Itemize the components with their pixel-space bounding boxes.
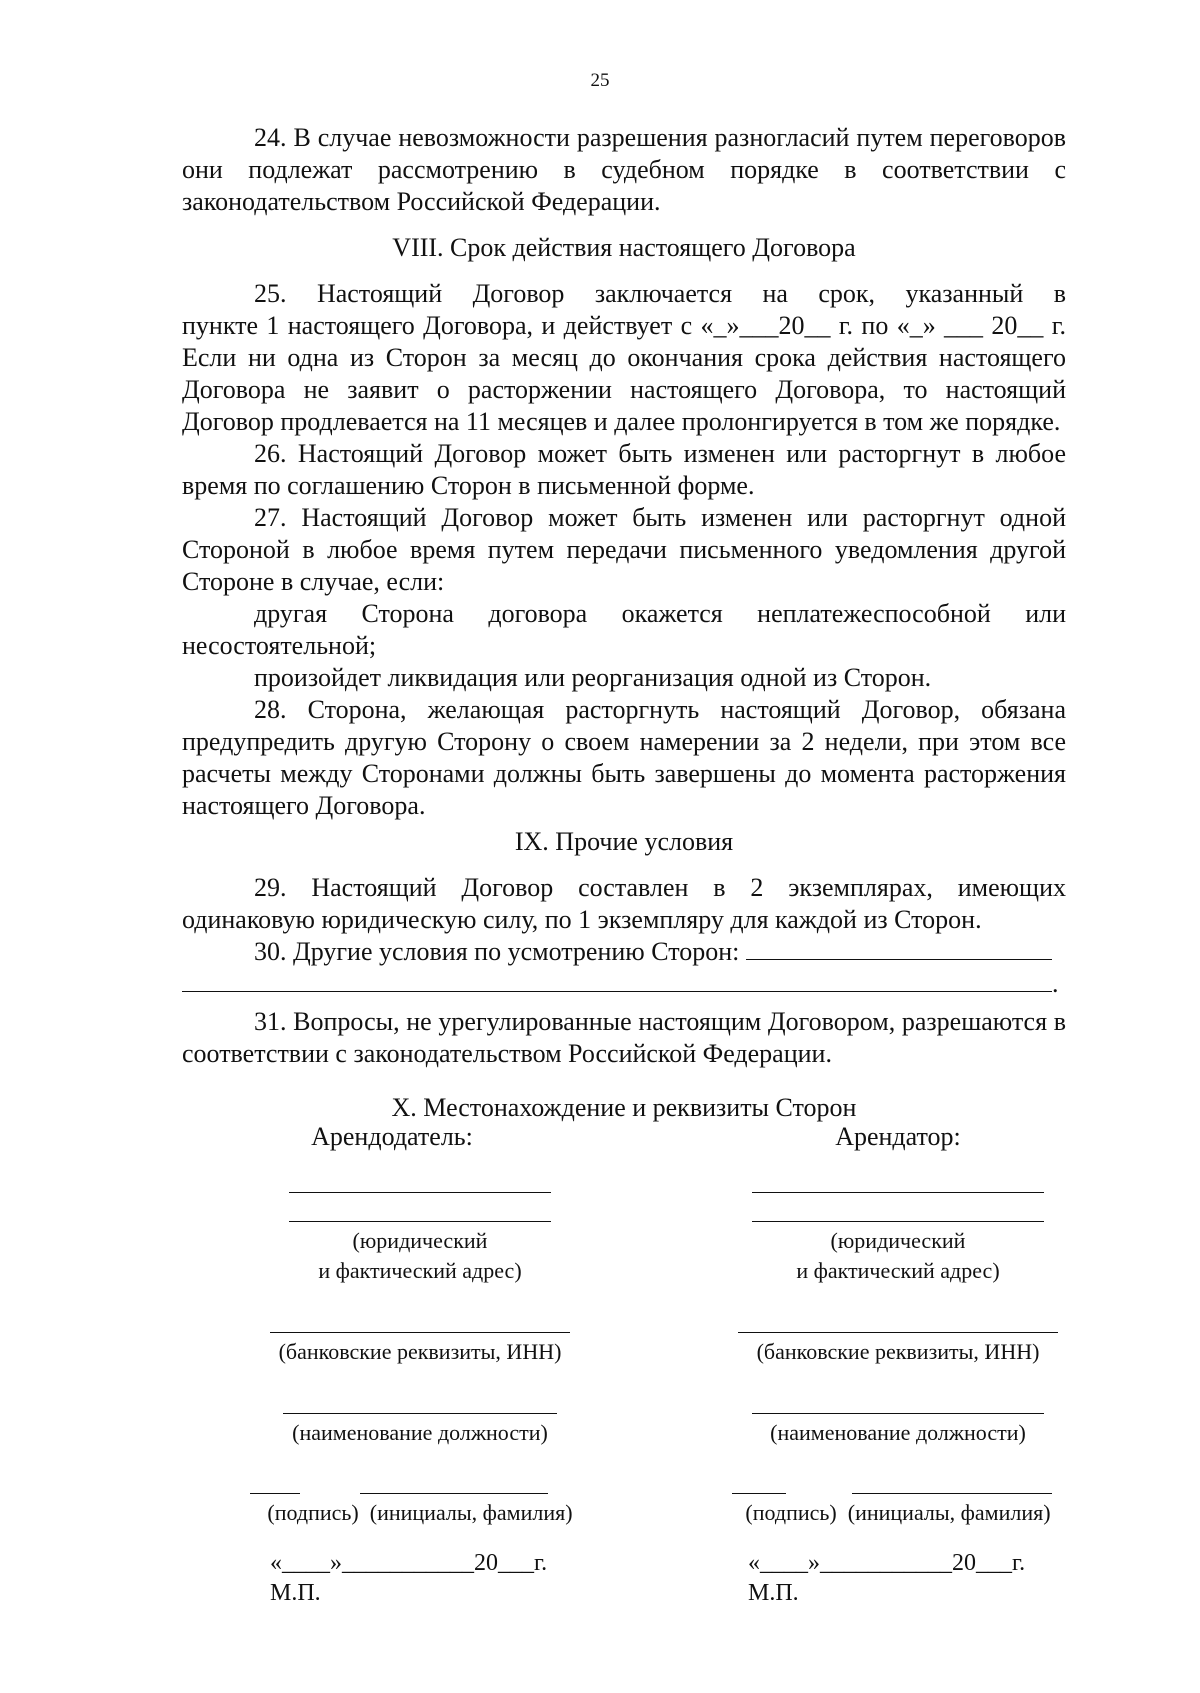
clause-30-period: . bbox=[1052, 969, 1059, 998]
clause-28: 28. Сторона, желающая расторгнуть настоящий Договор, обязана предупредить другую Сторону о своем намерении за 2 недели, при этом все расчеты между Сторонами должны быть завершены до момента расторжения настоящего Договора. bbox=[182, 695, 1066, 820]
tenant-address-line-1[interactable] bbox=[752, 1164, 1044, 1193]
clause-30 bbox=[182, 936, 1066, 968]
clause-27-item-1: другая Сторона договора окажется неплатежеспособной или несостоятельной; bbox=[182, 599, 1066, 660]
landlord-bank-line[interactable] bbox=[270, 1304, 570, 1333]
tenant-address-caption-1: (юридический bbox=[830, 1228, 966, 1253]
landlord-block bbox=[250, 1122, 590, 1608]
contract-body bbox=[182, 122, 1066, 1124]
clause-25-line-1: 25. Настоящий Договор заключается на срок, указанный в bbox=[254, 279, 1066, 308]
section-heading-9: IX. Прочие условия bbox=[514, 827, 734, 856]
section-heading-8: VIII. Срок действия настоящего Договора bbox=[392, 233, 856, 262]
landlord-address-line-2[interactable] bbox=[289, 1193, 551, 1222]
tenant-name-line[interactable] bbox=[852, 1493, 1052, 1494]
tenant-position-line[interactable] bbox=[752, 1385, 1044, 1414]
clause-27-item-2: произойдет ликвидация или реорганизация одной из Сторон. bbox=[254, 663, 932, 692]
clause-27: 27. Настоящий Договор может быть изменен или расторгнут одной Стороной в любое время путем передачи письменного уведомления другой Стороне в случае, если: bbox=[182, 503, 1066, 596]
clause-24: 24. В случае невозможности разрешения разногласий путем переговоров они подлежат рассмотрению в судебном порядке в соответствии с законодательством Российской Федерации. bbox=[182, 123, 1066, 216]
tenant-block bbox=[728, 1122, 1068, 1608]
section-heading-10: X. Местонахождение и реквизиты Сторон bbox=[391, 1093, 857, 1122]
landlord-name-line[interactable] bbox=[360, 1493, 548, 1494]
tenant-address-caption-2: и фактический адрес) bbox=[796, 1258, 1000, 1283]
clause-25-rest: Если ни одна из Сторон за месяц до окончания срока действия настоящего Договора не заявит о расторжении настоящего Договора, то настоящий Договор продлевается на 11 месяцев и далее пролонгируется в том же порядке. bbox=[182, 343, 1066, 436]
landlord-signature-caption: (подпись) (инициалы, фамилия) bbox=[267, 1500, 573, 1525]
landlord-date: «____»___________20___г. bbox=[270, 1550, 548, 1576]
clause-30-continuation bbox=[182, 968, 1066, 1000]
landlord-signature-lines bbox=[250, 1466, 590, 1494]
landlord-address-line-1[interactable] bbox=[289, 1164, 551, 1193]
tenant-position-caption: (наименование должности) bbox=[770, 1420, 1026, 1445]
landlord-seal: М.П. bbox=[270, 1580, 321, 1606]
tenant-signature-line[interactable] bbox=[732, 1493, 786, 1494]
landlord-address-caption-1: (юридический bbox=[352, 1228, 488, 1253]
landlord-position-caption: (наименование должности) bbox=[292, 1420, 548, 1445]
clause-26: 26. Настоящий Договор может быть изменен или расторгнут в любое время по соглашению Сторон в письменной форме. bbox=[182, 439, 1066, 500]
tenant-bank-caption: (банковские реквизиты, ИНН) bbox=[756, 1339, 1040, 1364]
clause-30-blank[interactable] bbox=[746, 937, 1052, 960]
tenant-signature-caption: (подпись) (инициалы, фамилия) bbox=[745, 1500, 1051, 1525]
tenant-date: «____»___________20___г. bbox=[748, 1550, 1026, 1576]
tenant-role: Арендатор: bbox=[835, 1122, 961, 1151]
tenant-seal: М.П. bbox=[748, 1580, 799, 1606]
tenant-signature-lines bbox=[728, 1466, 1068, 1494]
clause-31: 31. Вопросы, не урегулированные настоящим Договором, разрешаются в соответствии с законодательством Российской Федерации. bbox=[182, 1007, 1066, 1068]
landlord-signature-line[interactable] bbox=[250, 1493, 300, 1494]
clause-25-line-2: пункте 1 настоящего Договора, и действует с «_»___20__ г. по «_» ___ 20__ г. bbox=[182, 311, 1066, 340]
landlord-role: Арендодатель: bbox=[311, 1122, 473, 1151]
landlord-bank-caption: (банковские реквизиты, ИНН) bbox=[278, 1339, 562, 1364]
clause-29: 29. Настоящий Договор составлен в 2 экземплярах, имеющих одинаковую юридическую силу, по 1 экземпляру для каждой из Сторон. bbox=[182, 873, 1066, 934]
tenant-bank-line[interactable] bbox=[738, 1304, 1058, 1333]
tenant-address-line-2[interactable] bbox=[752, 1193, 1044, 1222]
page-number: 25 bbox=[590, 70, 610, 91]
landlord-position-line[interactable] bbox=[283, 1385, 557, 1414]
clause-30-blank-line[interactable] bbox=[182, 969, 1052, 992]
clause-30-text: 30. Другие условия по усмотрению Сторон: bbox=[254, 937, 740, 966]
landlord-address-caption-2: и фактический адрес) bbox=[318, 1258, 522, 1283]
